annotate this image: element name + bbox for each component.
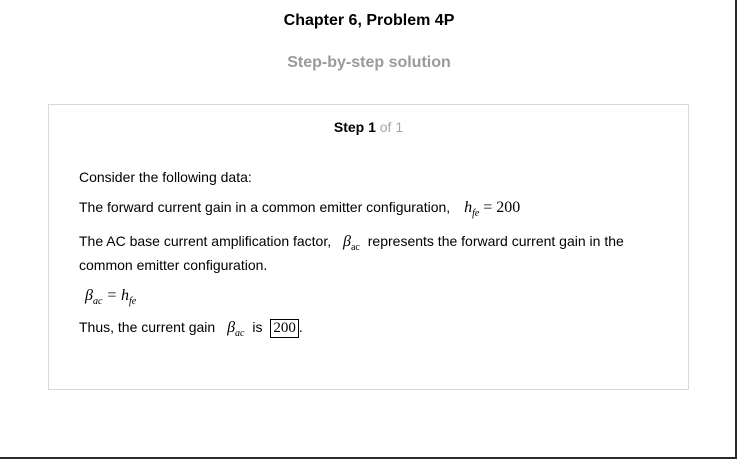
step-label: Step 1 (333, 119, 376, 135)
solution-card (48, 104, 689, 390)
hfe-subscript: fe (472, 208, 480, 219)
eq-h-subscript: fe (129, 296, 137, 307)
ac-factor-line-cont: common emitter configuration. (79, 257, 268, 273)
ac-factor-line (79, 231, 624, 258)
answer-box: 200 (270, 319, 299, 338)
conclusion-beta (227, 319, 245, 339)
conclusion-line (79, 317, 303, 344)
eq-beta-symbol: β (85, 287, 93, 304)
step-header (49, 119, 688, 135)
beta-ac-symbol (343, 233, 360, 253)
intro-text: Consider the following data: (79, 169, 252, 185)
conclusion-period: . (298, 319, 303, 335)
forward-gain-line (79, 197, 520, 224)
beta-subscript: ac (350, 242, 360, 253)
eq-h-symbol: h (121, 287, 129, 304)
beta-symbol: β (343, 233, 351, 250)
ac-factor-text-a: The AC base current amplification factor, (79, 233, 332, 249)
conclusion-beta-symbol: β (227, 319, 236, 336)
solution-subtitle: Step-by-step solution (287, 54, 451, 71)
hfe-equation (464, 199, 521, 219)
step-count: of 1 (379, 119, 404, 135)
beta-equals-hfe-equation (85, 285, 136, 312)
conclusion-text: Thus, the current gain (79, 319, 216, 335)
hfe-value: = 200 (483, 199, 521, 216)
beta-ac-lhs (85, 287, 103, 307)
eq-beta-subscript: ac (92, 296, 103, 307)
page-title: Chapter 6, Problem 4P (283, 12, 455, 29)
conclusion-is: is (252, 319, 263, 335)
equals-sign: = (106, 287, 118, 304)
conclusion-beta-subscript: ac (235, 328, 245, 339)
ac-factor-text-b: represents the forward current gain in the (367, 233, 624, 249)
hfe-rhs (121, 287, 137, 307)
forward-gain-text: The forward current gain in a common emitter configuration, (79, 199, 451, 215)
hfe-symbol: h (464, 199, 473, 216)
